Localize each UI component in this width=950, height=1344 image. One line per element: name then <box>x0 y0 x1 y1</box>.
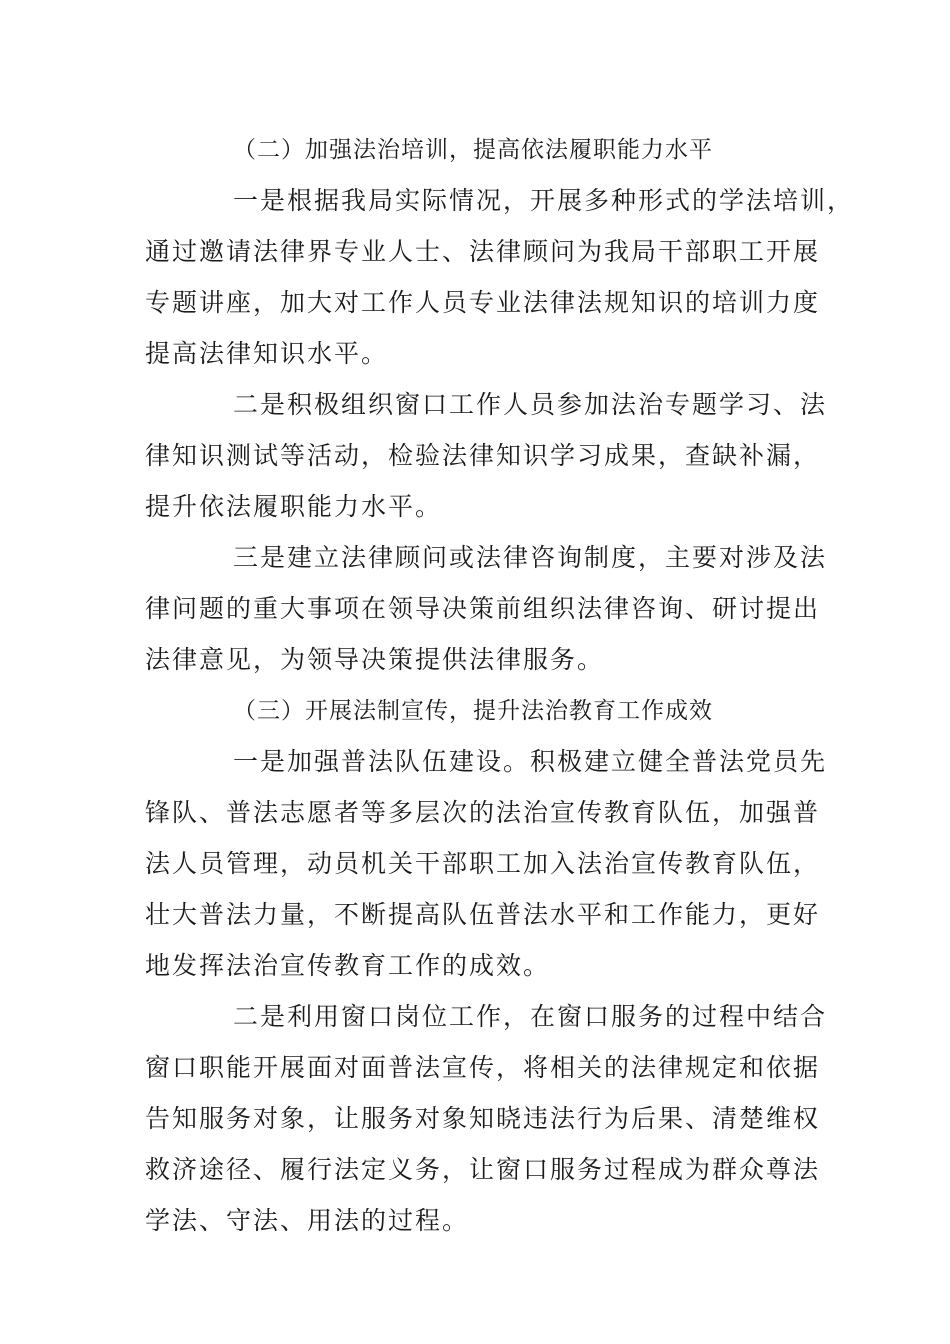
paragraph-line: 通过邀请法律界专业人士、法律顾问为我局干部职工开展 <box>145 237 821 266</box>
paragraph-line: 锋队、普法志愿者等多层次的法治宣传教育队伍，加强普 <box>145 798 821 827</box>
paragraph-line: 二是利用窗口岗位工作，在窗口服务的过程中结合 <box>233 1002 828 1031</box>
paragraph-line: 法律意见，为领导决策提供法律服务。 <box>145 645 605 674</box>
paragraph-line: 一是加强普法队伍建设。积极建立健全普法党员先 <box>233 747 828 776</box>
paragraph-line: 地发挥法治宣传教育工作的成效。 <box>145 951 551 980</box>
paragraph-line: 救济途径、履行法定义务，让窗口服务过程成为群众尊法 <box>145 1155 821 1184</box>
paragraph-line: 壮大普法力量，不断提高队伍普法水平和工作能力，更好 <box>145 900 821 929</box>
paragraph-line: 窗口职能开展面对面普法宣传，将相关的法律规定和依据 <box>145 1053 821 1082</box>
paragraph-line: 二是积极组织窗口工作人员参加法治专题学习、法 <box>233 390 828 419</box>
paragraph-line: 律问题的重大事项在领导决策前组织法律咨询、研讨提出 <box>145 594 821 623</box>
paragraph-line: 提高法律知识水平。 <box>145 339 389 368</box>
paragraph-line: 律知识测试等活动，检验法律知识学习成果，查缺补漏， <box>145 441 821 470</box>
paragraph-line: 告知服务对象，让服务对象知晓违法行为后果、清楚维权 <box>145 1104 821 1133</box>
section-3-heading: （三）开展法制宣传，提升法治教育工作成效 <box>233 698 713 724</box>
paragraph-line: 提升依法履职能力水平。 <box>145 492 443 521</box>
section-2-heading: （二）加强法治培训，提高依法履职能力水平 <box>233 137 713 163</box>
paragraph-line: 法人员管理，动员机关干部职工加入法治宣传教育队伍， <box>145 849 821 878</box>
paragraph-line: 专题讲座，加大对工作人员专业法律法规知识的培训力度 <box>145 288 821 317</box>
paragraph-line: 学法、守法、用法的过程。 <box>145 1206 470 1235</box>
paragraph-line: 三是建立法律顾问或法律咨询制度，主要对涉及法 <box>233 543 828 572</box>
paragraph-line: 一是根据我局实际情况，开展多种形式的学法培训， <box>233 186 855 215</box>
